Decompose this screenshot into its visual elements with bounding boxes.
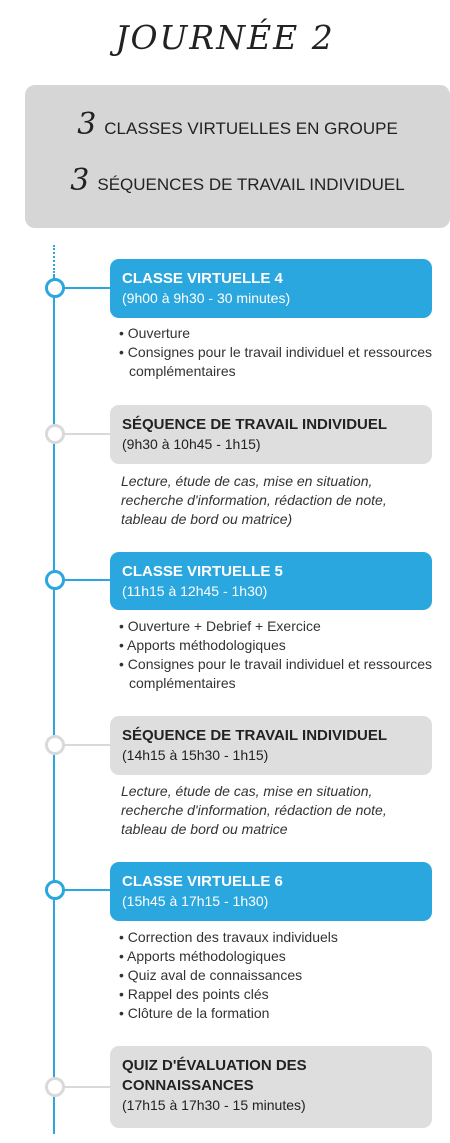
list-item: • Apports méthodologiques (119, 637, 286, 653)
timeline-connector (64, 889, 110, 891)
timeline-node (45, 570, 65, 590)
timeline-node (45, 278, 65, 298)
step-card-sequence-2 (110, 716, 432, 775)
list-item: • Correction des travaux individuels (119, 929, 338, 945)
timeline-connector (64, 287, 110, 289)
list-item: • Rappel des points clés (119, 986, 269, 1002)
list-item: • Apports méthodologiques (119, 948, 286, 964)
summary-label: SÉQUENCES DE TRAVAIL INDIVIDUEL (97, 175, 405, 194)
step-card-sequence-1 (110, 405, 432, 464)
summary-count: 3 (70, 163, 90, 198)
timeline-node (45, 424, 65, 444)
timeline-node (45, 735, 65, 755)
step-card-classe-virtuelle-4 (110, 259, 432, 318)
step-time: (17h15 à 17h30 - 15 minutes) (122, 1097, 306, 1113)
step-description: Lecture, étude de cas, mise en situation, recherche d'information, rédaction de note, tableau de bord ou matrice) (121, 473, 387, 527)
step-card-quiz (110, 1046, 432, 1128)
step-title: CLASSE VIRTUELLE 4 (122, 270, 283, 287)
summary-label: CLASSES VIRTUELLES EN GROUPE (104, 119, 398, 138)
timeline-connector (64, 1086, 110, 1088)
summary-line-classes (25, 107, 450, 142)
summary-box (25, 85, 450, 228)
timeline-connector (64, 433, 110, 435)
timeline-line (53, 274, 55, 1134)
step-time: (11h15 à 12h45 - 1h30) (122, 583, 268, 599)
step-time: (9h00 à 9h30 - 30 minutes) (122, 290, 291, 306)
list-item: • Consignes pour le travail individuel et ressources complémentaires (119, 344, 433, 379)
timeline-connector (64, 744, 110, 746)
step-title: SÉQUENCE DE TRAVAIL INDIVIDUEL (122, 727, 388, 744)
timeline-dotted-start (53, 245, 55, 273)
step-title: CLASSE VIRTUELLE 6 (122, 873, 283, 890)
step-time: (15h45 à 17h15 - 1h30) (122, 893, 269, 909)
step-card-classe-virtuelle-6 (110, 862, 432, 921)
list-item: • Consignes pour le travail individuel et ressources complémentaires (119, 656, 433, 691)
step-title: SÉQUENCE DE TRAVAIL INDIVIDUEL (122, 416, 388, 433)
list-item: • Ouverture (119, 325, 191, 341)
timeline-connector (64, 579, 110, 581)
step-title: CLASSE VIRTUELLE 5 (122, 563, 283, 580)
step-description: Lecture, étude de cas, mise en situation, recherche d'information, rédaction de note, tableau de bord ou matrice (121, 783, 387, 837)
summary-count: 3 (77, 107, 97, 142)
list-item: • Clôture de la formation (119, 1005, 270, 1021)
step-bullets (119, 324, 439, 381)
timeline-node (45, 880, 65, 900)
page-title: JOURNÉE 2 (115, 18, 335, 57)
step-time: (9h30 à 10h45 - 1h15) (122, 436, 261, 452)
step-card-classe-virtuelle-5 (110, 552, 432, 610)
summary-line-sequences (25, 163, 450, 198)
step-time: (14h15 à 15h30 - 1h15) (122, 747, 269, 763)
step-bullets (119, 928, 439, 1023)
timeline-node (45, 1077, 65, 1097)
list-item: • Ouverture + Debrief + Exercice (119, 618, 321, 634)
list-item: • Quiz aval de connaissances (119, 967, 303, 983)
step-title: QUIZ D'ÉVALUATION DES CONNAISSANCES (122, 1057, 307, 1094)
step-bullets (119, 617, 439, 693)
